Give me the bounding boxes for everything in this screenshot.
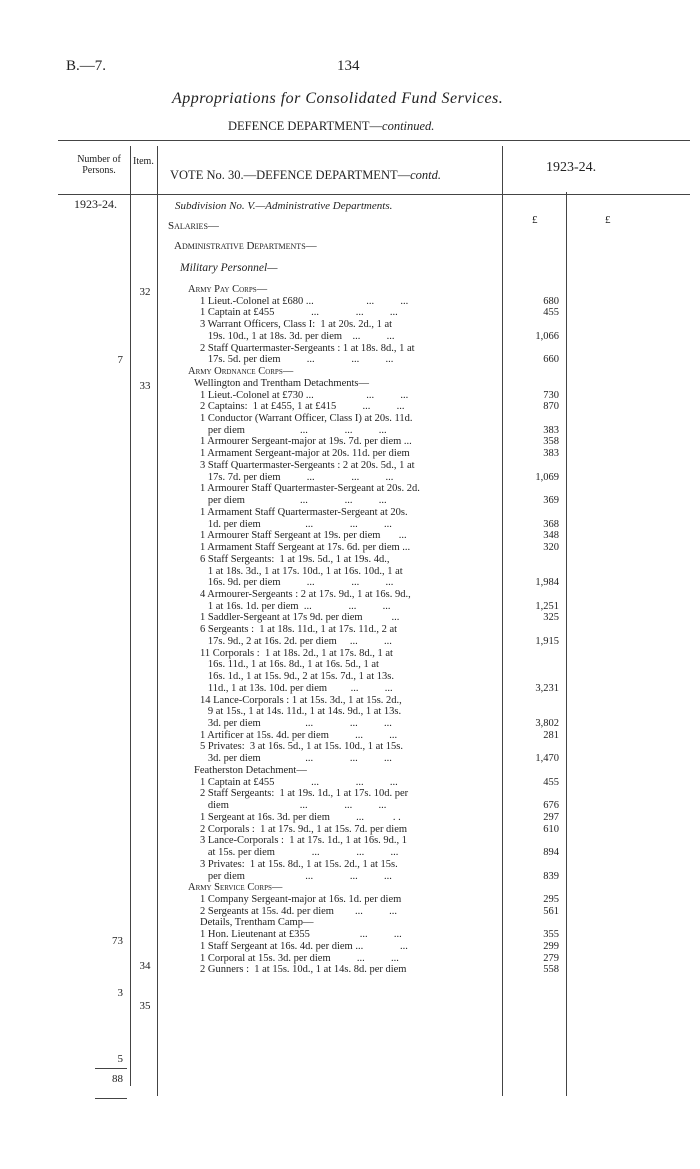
line-item-amount: 660: [543, 354, 559, 366]
pound-sign-1: £: [532, 214, 538, 226]
line-item-text: Featherston Detachment—: [194, 764, 307, 776]
line-item-amount: 320: [543, 542, 559, 554]
line-item-text: 2 Staff Quartermaster-Sergeants : 1 at 18s. 8d., 1 at: [200, 342, 415, 354]
line-item-text: per diem ... ... ...: [200, 870, 392, 882]
line-item-text: 1 Company Sergeant-major at 16s. 1d. per diem: [200, 893, 402, 905]
line-item-text: 1 Conductor (Warrant Officer, Class I) at 20s. 11d.: [200, 413, 413, 425]
line-item-amount: 295: [543, 893, 559, 905]
line-item-text: 1 Artificer at 15s. 4d. per diem ... ...: [200, 729, 398, 741]
line-item-amount: 1,470: [535, 753, 559, 765]
vote-title-contd: contd.: [410, 168, 442, 182]
line-item-amount: 1,984: [535, 577, 559, 589]
line-item-amount: 281: [543, 729, 559, 741]
line-item-amount: 383: [543, 448, 559, 460]
page-title: Appropriations for Consolidated Fund Services.: [172, 90, 504, 107]
department-heading-cont: continued.: [382, 119, 435, 133]
number-of-persons-header: Number of Persons.: [77, 154, 121, 176]
line-item-amount: 368: [543, 518, 559, 530]
line-item-text: 17s. 9d., 2 at 16s. 2d. per diem ... ...: [200, 635, 392, 647]
left-year: 1923-24.: [74, 197, 117, 211]
line-item-amount: 561: [543, 905, 559, 917]
vote-title: [170, 168, 441, 183]
line-item-amount: 299: [543, 940, 559, 952]
line-item-text: 1 Armament Sergeant-major at 20s. 11d. per diem: [200, 448, 410, 460]
line-item-text: 1 Lieut.-Colonel at £680 ... ... ...: [200, 295, 409, 307]
year-header: 1923-24.: [546, 160, 597, 175]
line-item-text: 1 Hon. Lieutenant at £355 ... ...: [200, 929, 402, 941]
top-rule: [58, 140, 690, 141]
line-item-amount: 355: [543, 929, 559, 941]
line-item-text: 3 Lance-Corporals : 1 at 17s. 1d., 1 at 16s. 9d., 1: [200, 835, 408, 847]
item-number: 32: [139, 286, 151, 298]
line-item-text: Army Service Corps—: [188, 882, 283, 894]
line-item-text: 2 Captains: 1 at £455, 1 at £415 ... ...: [200, 401, 405, 413]
line-item-text: 3d. per diem ... ... ...: [200, 718, 392, 729]
line-item-amount: 383: [543, 424, 559, 436]
line-item-amount: 358: [543, 436, 559, 448]
subdivision-heading: Subdivision No. V.—Administrative Departments.: [175, 200, 393, 212]
line-item-text: 9 at 15s., 1 at 14s. 11d., 1 at 14s. 9d., 1 at 13s.: [200, 706, 402, 718]
line-item-amount: 279: [543, 952, 559, 964]
line-item-amount: 1,915: [535, 635, 559, 647]
line-item-text: 1 Staff Sergeant at 16s. 4d. per diem ... ...: [200, 940, 408, 952]
line-item-text: 1 Captain at £455 ... ... ...: [200, 307, 398, 319]
line-item-text: Wellington and Trentham Detachments—: [194, 377, 370, 389]
line-item-text: 19s. 10d., 1 at 18s. 3d. per diem ... ...: [200, 330, 395, 342]
line-item-text: 17s. 5d. per diem ... ... ...: [200, 354, 394, 366]
line-item-amount: 3,231: [535, 682, 559, 694]
line-item-text: 2 Staff Sergeants: 1 at 19s. 1d., 1 at 17s. 10d. per: [200, 788, 409, 800]
line-item-text: 3d. per diem ... ... ...: [200, 753, 392, 765]
vote-title-text: VOTE No. 30.—DEFENCE DEPARTMENT—: [170, 168, 411, 182]
line-item-amount: 870: [543, 401, 559, 413]
line-item-text: Army Ordnance Corps—: [188, 366, 294, 378]
line-item-amount: 558: [543, 964, 559, 976]
line-item-text: 6 Staff Sergeants: 1 at 19s. 5d., 1 at 19s. 4d.,: [200, 553, 390, 565]
line-item-amount: 839: [543, 870, 559, 882]
item-header: Item.: [133, 156, 154, 167]
line-item-amount: 325: [543, 612, 559, 624]
line-item-text: 3 Staff Quartermaster-Sergeants : 2 at 20s. 5d., 1 at: [200, 459, 415, 471]
line-item-text: 3 Warrant Officers, Class I: 1 at 20s. 2d., 1 at: [200, 319, 393, 331]
line-item-text: 1 at 16s. 1d. per diem ... ... ...: [200, 600, 391, 612]
line-item-amount: 894: [543, 847, 559, 859]
persons-count: 3: [117, 987, 123, 999]
page-number: 134: [337, 58, 360, 74]
military-personnel-heading: Military Personnel—: [180, 262, 278, 274]
line-item-amount: 348: [543, 530, 559, 542]
item-number: 33: [139, 380, 151, 392]
line-item-text: 1 Armourer Staff Sergeant at 19s. per diem ...: [200, 530, 407, 542]
line-item-amount: 455: [543, 307, 559, 319]
line-item-amount: 676: [543, 800, 559, 812]
header-rule: [58, 194, 690, 195]
persons-count: 7: [117, 354, 123, 366]
line-item-amount: 455: [543, 776, 559, 788]
line-item-text: 4 Armourer-Sergeants : 2 at 17s. 9d., 1 at 16s. 9d.,: [200, 588, 411, 600]
line-item-text: per diem ... ... ...: [200, 424, 387, 436]
line-item-text: 16s. 1d., 1 at 15s. 9d., 2 at 15s. 7d., 1 at 13s.: [200, 671, 394, 683]
line-item-text: 2 Corporals : 1 at 17s. 9d., 1 at 15s. 7d. per diem: [200, 823, 408, 835]
line-item-text: 1d. per diem ... ... ...: [200, 518, 392, 530]
line-item-amount: 680: [543, 295, 559, 307]
line-item-amount: 369: [543, 495, 559, 507]
line-item-text: 1 at 18s. 3d., 1 at 17s. 10d., 1 at 16s. 10d., 1 at: [200, 565, 403, 577]
line-item-text: 1 Sergeant at 16s. 3d. per diem ... . .: [200, 811, 401, 823]
persons-count: 73: [112, 935, 123, 947]
line-item-text: 1 Armament Staff Sergeant at 17s. 6d. per diem ...: [200, 542, 411, 554]
col-divider-persons: [130, 146, 131, 1086]
admin-departments-heading: Administrative Departments—: [174, 240, 317, 252]
line-item-text: 16s. 11d., 1 at 16s. 8d., 1 at 16s. 5d., 1 at: [200, 659, 379, 671]
line-item-amount: 3,802: [535, 718, 559, 729]
item-number: 35: [139, 1000, 151, 1012]
line-item-text: 1 Captain at £455 ... ... ...: [200, 776, 398, 788]
line-item-text: Details, Trentham Camp—: [200, 917, 314, 929]
line-item-amount: 1,069: [535, 471, 559, 483]
line-item-text: 1 Lieut.-Colonel at £730 ... ... ...: [200, 389, 409, 401]
department-heading-text: DEFENCE DEPARTMENT—: [228, 119, 383, 133]
line-item-text: 3 Privates: 1 at 15s. 8d., 1 at 15s. 2d., 1 at 15s.: [200, 858, 398, 870]
col-divider-item: [157, 146, 158, 1096]
page-ref: B.—7.: [66, 58, 107, 74]
department-heading: [228, 119, 434, 134]
line-item-text: 11d., 1 at 13s. 10d. per diem ... ...: [200, 682, 393, 694]
line-item-amount: 1,066: [535, 330, 559, 342]
line-item-text: at 15s. per diem ... ... ...: [200, 847, 399, 859]
persons-total-rule: [95, 1068, 127, 1069]
line-item-text: 2 Gunners : 1 at 15s. 10d., 1 at 14s. 8d. per diem: [200, 964, 407, 976]
line-item-amount: 297: [543, 811, 559, 823]
line-item-text: 1 Corporal at 15s. 3d. per diem ... ...: [200, 952, 399, 964]
col-divider-amount2: [566, 192, 567, 1096]
item-number: 34: [139, 960, 151, 972]
line-item-text: 11 Corporals : 1 at 18s. 2d., 1 at 17s. 8d., 1 at: [200, 647, 393, 659]
line-item-text: 1 Saddler-Sergeant at 17s 9d. per diem ...: [200, 612, 400, 624]
line-item-amount: 1,251: [535, 600, 559, 612]
line-item-text: Army Pay Corps—: [188, 284, 268, 295]
pound-sign-2: £: [605, 214, 611, 226]
line-item-amount: 730: [543, 389, 559, 401]
line-item-text: per diem ... ... ...: [200, 495, 387, 507]
line-item-text: 2 Sergeants at 15s. 4d. per diem ... ...: [200, 905, 397, 917]
line-item-text: 17s. 7d. per diem ... ... ...: [200, 471, 394, 483]
line-item-text: diem ... ... ...: [200, 800, 387, 812]
salaries-heading: Salaries—: [168, 220, 219, 232]
line-item-text: 14 Lance-Corporals : 1 at 15s. 3d., 1 at 15s. 2d.,: [200, 694, 402, 706]
line-item-text: 1 Armament Staff Quartermaster-Sergeant at 20s.: [200, 506, 408, 518]
persons-total: 88: [112, 1073, 123, 1085]
line-item-amount: 610: [543, 823, 559, 835]
line-item-text: 1 Armourer Sergeant-major at 19s. 7d. per diem ...: [200, 436, 412, 448]
line-item-text: 6 Sergeants : 1 at 18s. 11d., 1 at 17s. 11d., 2 at: [200, 624, 398, 636]
persons-bottom-rule: [95, 1098, 127, 1099]
line-item-text: 1 Armourer Staff Quartermaster-Sergeant at 20s. 2d.: [200, 483, 420, 495]
line-item-text: 5 Privates: 3 at 16s. 5d., 1 at 15s. 10d., 1 at 15s.: [200, 741, 403, 753]
persons-count: 5: [117, 1053, 123, 1065]
line-item-text: 16s. 9d. per diem ... ... ...: [200, 577, 394, 589]
